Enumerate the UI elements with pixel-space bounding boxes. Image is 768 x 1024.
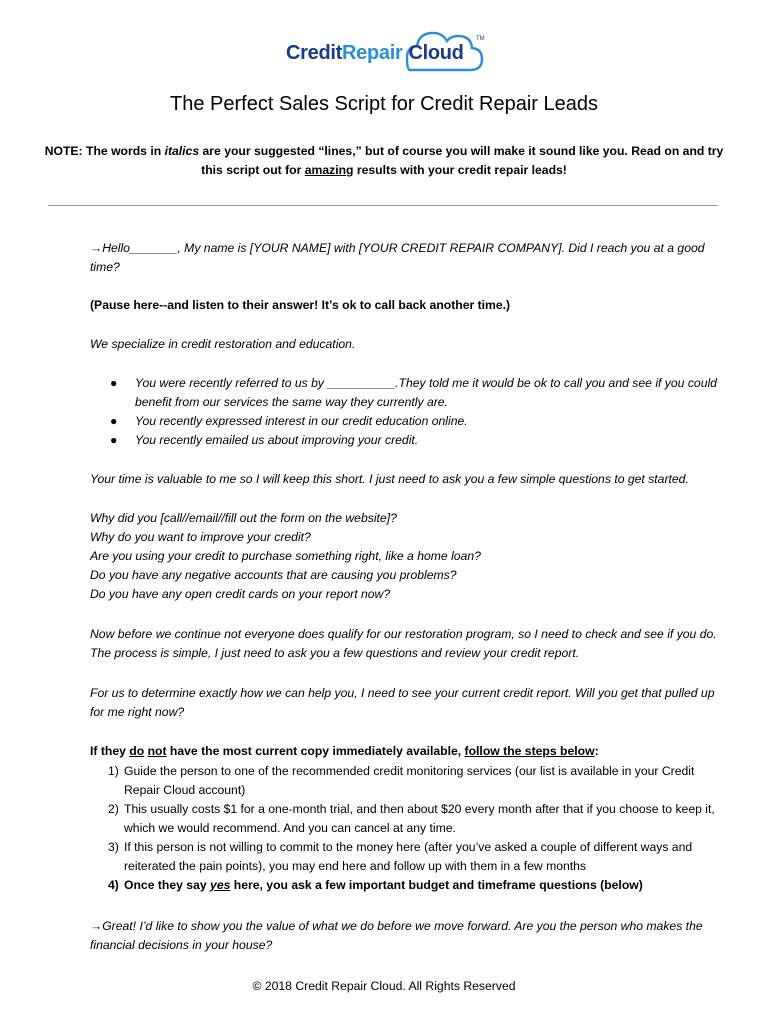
note-paragraph	[40, 142, 728, 180]
document-title: The Perfect Sales Script for Credit Repair Leads	[170, 93, 598, 115]
bullet-icon: ●	[110, 433, 118, 447]
question-line: Are you using your credit to purchase something right, like a home loan?	[90, 549, 481, 563]
list-item	[90, 412, 720, 431]
question-line: Do you have any negative accounts that are causing you problems?	[90, 568, 457, 582]
qualify-paragraph: Now before we continue not everyone does qualify for our restoration program, so I need to check and see if you do. The process is simple, I just need to ask you a few questions and review your credit report.	[90, 627, 717, 660]
step4-text-a: Once they say	[124, 878, 211, 892]
list-item	[90, 431, 720, 450]
step-number: 3)	[108, 840, 119, 854]
pause-instruction: (Pause here--and listen to their answer! It’s ok to call back another time.)	[90, 298, 511, 312]
questions-block	[90, 509, 720, 604]
trademark: TM	[476, 36, 485, 42]
great-line: →Great! I’d like to show you the value of what we do before we move forward. Are you the person who makes the financial decisions in your house?	[90, 919, 703, 952]
note-label: NOTE:	[44, 144, 83, 158]
step-text: If this person is not willing to commit to the money here (after you’ve asked a couple of different ways and reiterated the pain points), you may end here and follow up with them in a few months	[124, 840, 693, 873]
list-item	[90, 374, 720, 412]
if-they-not: not	[147, 744, 167, 758]
step4-yes: yes	[210, 878, 231, 892]
question-line: Why did you [call//email//fill out the form on the website]?	[90, 511, 397, 525]
logo-part-credit: Credit	[286, 42, 342, 64]
step4-text-b: here, you ask a few important budget and timeframe questions (below)	[230, 878, 643, 892]
steps-list	[90, 762, 720, 895]
if-they-heading	[90, 742, 720, 761]
step-number: 4)	[108, 878, 119, 892]
brand-logo	[286, 28, 486, 74]
opening-line: →Hello_______, My name is [YOUR NAME] with [YOUR CREDIT REPAIR COMPANY]. Did I reach you at a good time?	[90, 241, 705, 274]
divider	[48, 205, 718, 206]
list-item	[90, 762, 720, 800]
bullet-icon: ●	[110, 414, 118, 428]
question-line: Do you have any open credit cards on your report now?	[90, 587, 391, 601]
bullet-text: You recently emailed us about improving your credit.	[135, 433, 419, 447]
note-text-2: are your suggested “lines,” but of course you will make it sound like you. Read on and try this script out for	[199, 144, 724, 177]
bullet-text: You recently expressed interest in our credit education online.	[135, 414, 468, 428]
if-they-text-b: have the most current copy immediately available,	[166, 744, 465, 758]
list-item	[90, 838, 720, 876]
note-text-1: The words in	[82, 144, 165, 158]
bullet-text: You were recently referred to us by __________.They told me it would be ok to call you and see if you could benefit from our services the same way they currently are.	[135, 376, 717, 409]
note-italic-word: italics	[164, 144, 200, 158]
step-number: 1)	[108, 764, 119, 778]
note-underline-word: amazing	[304, 163, 354, 177]
specialize-line: We specialize in credit restoration and education.	[90, 337, 356, 351]
if-they-follow: follow the steps below	[464, 744, 595, 758]
if-they-text-c: :	[594, 744, 599, 758]
logo-text	[286, 42, 464, 65]
list-item	[90, 800, 720, 838]
determine-paragraph: For us to determine exactly how we can help you, I need to see your current credit report. Will you get that pulled up for me right now?	[90, 686, 715, 719]
bullet-icon: ●	[110, 376, 118, 390]
if-they-do: do	[129, 744, 145, 758]
time-valuable-line: Your time is valuable to me so I will keep this short. I just need to ask you a few simple questions to get started.	[90, 472, 689, 486]
step-text: This usually costs $1 for a one-month trial, and then about $20 every month after that if you choose to keep it, which we would recommend. And you can cancel at any time.	[124, 802, 715, 835]
logo-part-cloud: Cloud	[408, 42, 464, 64]
reason-bullets	[90, 374, 720, 450]
question-line: Why do you want to improve your credit?	[90, 530, 311, 544]
step-text: Guide the person to one of the recommended credit monitoring services (our list is available in your Credit Repair Cloud account)	[124, 764, 695, 797]
note-text-3: results with your credit repair leads!	[353, 163, 567, 177]
logo-part-repair: Repair	[341, 42, 403, 64]
footer-copyright: © 2018 Credit Repair Cloud. All Rights Reserved	[252, 979, 516, 993]
list-item	[90, 876, 720, 895]
step-number: 2)	[108, 802, 119, 816]
if-they-text-a: If they	[90, 744, 130, 758]
